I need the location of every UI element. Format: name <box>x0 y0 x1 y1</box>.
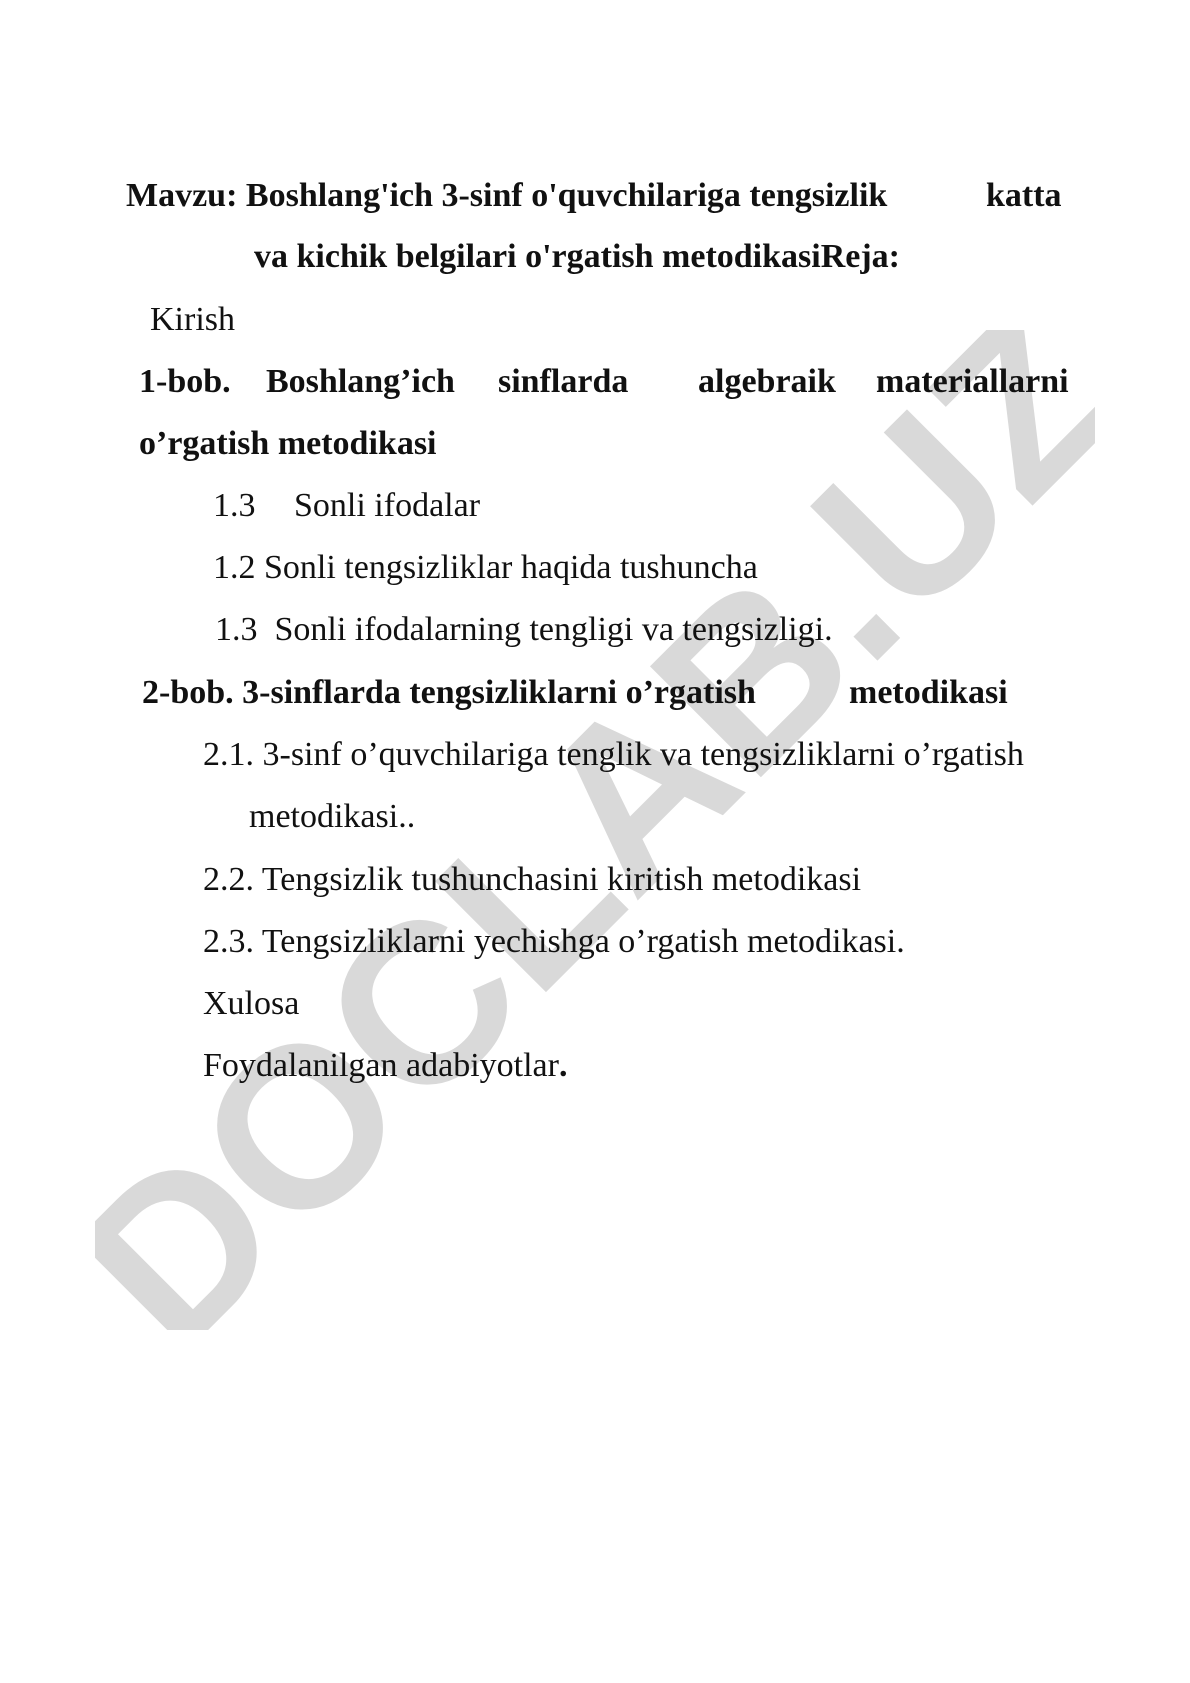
title-line-2 <box>254 237 900 277</box>
item-text: metodikasi.. <box>249 798 416 835</box>
references-period: . <box>558 1047 568 1084</box>
toc-item-2-3 <box>203 922 905 962</box>
chapter1-word-5 <box>876 362 1069 402</box>
title-text-end: katta <box>986 177 1062 214</box>
toc-item-2-2 <box>203 860 861 900</box>
chapter1-label: 1-bob. <box>139 363 231 400</box>
toc-item-2-1-cont <box>249 797 415 837</box>
chapter2-heading-text: 2-bob. 3-sinflarda tengsizliklarni o’rgatish <box>142 674 756 711</box>
chapter1-word-1 <box>139 362 231 402</box>
chapter1-word-text: algebraik <box>698 363 836 400</box>
chapter1-word-text: materiallarni <box>876 363 1069 400</box>
item-number: 1.2 <box>213 549 256 586</box>
chapter1-heading-text: o’rgatish metodikasi <box>139 425 437 462</box>
chapter2-heading-text-end: metodikasi <box>849 674 1008 711</box>
watermark <box>95 330 1095 1330</box>
toc-item-1-2 <box>213 548 758 588</box>
toc-item-2-1 <box>203 735 1024 775</box>
item-number: 1.3 <box>215 611 258 648</box>
chapter1-word-4 <box>698 362 836 402</box>
item-text: Sonli ifodalar <box>294 487 481 524</box>
item-text: 2.3. Tengsizliklarni yechishga o’rgatish metodikasi. <box>203 923 905 960</box>
toc-references <box>203 1046 567 1086</box>
intro-text: Kirish <box>150 301 235 338</box>
title-text-2: va kichik belgilari o'rgatish metodikasiReja: <box>254 238 900 275</box>
item-text: Sonli tengsizliklar haqida tushuncha <box>264 549 758 586</box>
toc-item-1-3b <box>215 610 833 650</box>
toc-item-1-3a-text <box>294 486 480 526</box>
toc-intro <box>150 300 235 340</box>
title-text: Mavzu: Boshlang'ich 3-sinf o'quvchilariga tengsizlik <box>126 177 888 214</box>
item-text: 2.2. Tengsizlik tushunchasini kiritish metodikasi <box>203 861 862 898</box>
chapter1-word-text: sinflarda <box>498 363 629 400</box>
chapter1-word-2 <box>266 362 455 402</box>
toc-item-1-3a <box>213 486 256 526</box>
title-line-1-end <box>986 176 1062 216</box>
toc-conclusion <box>203 984 299 1024</box>
chapter2-heading <box>142 673 756 713</box>
chapter1-word-text: Boshlang’ich <box>266 363 455 400</box>
chapter1-heading-line-2 <box>139 424 437 464</box>
item-number: 1.3 <box>213 487 256 524</box>
references-text: Foydalanilgan adabiyotlar <box>203 1047 559 1084</box>
item-text: 2.1. 3-sinf o’quvchilariga tenglik va tengsizliklarni o’rgatish <box>203 736 1024 773</box>
chapter1-word-3 <box>498 362 628 402</box>
item-text: Sonli ifodalarning tengligi va tengsizligi. <box>274 611 833 648</box>
watermark-text: DOCLAB.UZ <box>95 330 1095 1330</box>
title-line-1 <box>126 176 887 216</box>
conclusion-text: Xulosa <box>203 985 300 1022</box>
chapter2-heading-end <box>849 673 1008 713</box>
